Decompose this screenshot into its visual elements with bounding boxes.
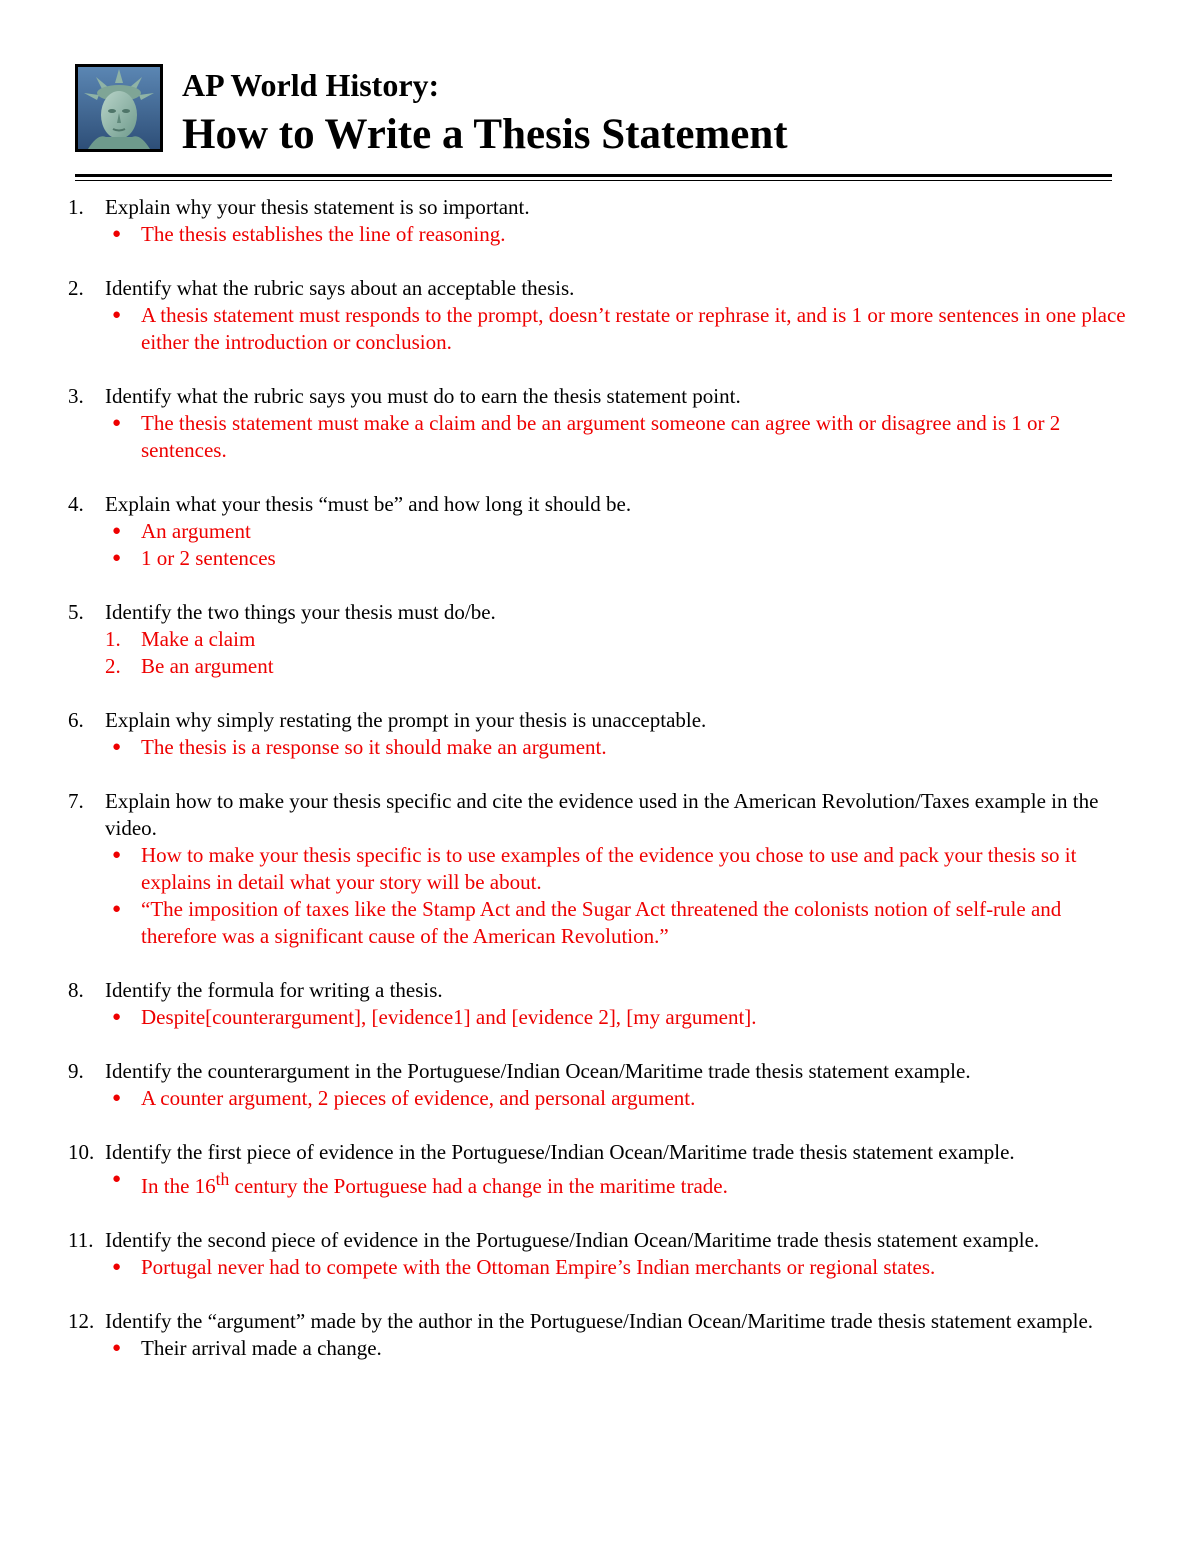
answer-text-start: In the 16	[141, 1174, 216, 1198]
question-item	[68, 707, 1130, 761]
bullet-icon: ●	[112, 226, 122, 242]
ordinal-suffix: th	[215, 1169, 230, 1189]
answer-list	[68, 1085, 1130, 1112]
question-text: Identify the “argument” made by the author in the Portuguese/Indian Ocean/Maritime trade thesis statement example.	[105, 1309, 1094, 1333]
question-text: Identify what the rubric says about an acceptable thesis.	[105, 276, 575, 300]
answer-item	[68, 626, 1130, 653]
question-item	[68, 1227, 1130, 1281]
bullet-icon: ●	[112, 1259, 122, 1275]
question-item	[68, 1308, 1130, 1362]
answer-text: The thesis is a response so it should make an argument.	[141, 735, 607, 759]
question-item	[68, 788, 1130, 950]
answer-text: Portugal never had to compete with the Ottoman Empire’s Indian merchants or regional states.	[141, 1255, 936, 1279]
question-number: 4.	[68, 492, 84, 516]
answer-list	[68, 842, 1130, 950]
answer-item	[68, 896, 1130, 950]
document-header	[75, 64, 1115, 164]
answer-number: 1.	[105, 627, 121, 651]
question-number: 3.	[68, 384, 84, 408]
question-number: 10.	[68, 1140, 95, 1164]
question-item	[68, 383, 1130, 464]
question-text: Identify the formula for writing a thesis.	[105, 978, 443, 1002]
answer-text: 1 or 2 sentences	[141, 546, 276, 570]
answer-text: Their arrival made a change.	[141, 1336, 382, 1360]
question-item	[68, 194, 1130, 248]
answer-item	[68, 302, 1130, 356]
question-text: Explain why simply restating the prompt in your thesis is unacceptable.	[105, 708, 707, 732]
answer-item	[68, 545, 1130, 572]
answer-item	[68, 1004, 1130, 1031]
question-number: 1.	[68, 195, 84, 219]
answer-list	[68, 1166, 1130, 1200]
answer-number: 2.	[105, 654, 121, 678]
answer-list	[68, 1335, 1130, 1362]
question-text: Identify the second piece of evidence in the Portuguese/Indian Ocean/Maritime trade thesis statement example.	[105, 1228, 1040, 1252]
answer-text: An argument	[141, 519, 251, 543]
answer-text: Make a claim	[141, 627, 256, 651]
answer-list	[68, 1254, 1130, 1281]
question-text: Explain how to make your thesis specific and cite the evidence used in the American Revolution/Taxes example in the video.	[105, 789, 1099, 840]
question-text: Explain what your thesis “must be” and how long it should be.	[105, 492, 632, 516]
statue-of-liberty-icon	[75, 64, 163, 152]
answer-list	[68, 410, 1130, 464]
question-item	[68, 599, 1130, 680]
question-number: 12.	[68, 1309, 95, 1333]
bullet-icon: ●	[112, 847, 122, 863]
bullet-icon: ●	[112, 1090, 122, 1106]
answer-item	[68, 1254, 1130, 1281]
question-number: 11.	[68, 1228, 94, 1252]
question-item	[68, 491, 1130, 572]
question-number: 5.	[68, 600, 84, 624]
answer-text: How to make your thesis specific is to use examples of the evidence you chose to use and pack your thesis so it explains in detail what your story will be about.	[141, 843, 1077, 894]
answer-text: Despite[counterargument], [evidence1] and [evidence 2], [my argument].	[141, 1005, 757, 1029]
question-number: 6.	[68, 708, 84, 732]
bullet-icon: ●	[112, 550, 122, 566]
answer-list	[68, 626, 1130, 680]
answer-list	[68, 518, 1130, 572]
bullet-icon: ●	[112, 739, 122, 755]
answer-list	[68, 734, 1130, 761]
answer-text-end: century the Portuguese had a change in the maritime trade.	[229, 1174, 728, 1198]
question-list	[68, 194, 1130, 1389]
answer-item	[68, 1166, 1130, 1200]
question-number: 9.	[68, 1059, 84, 1083]
answer-item	[68, 410, 1130, 464]
answer-list	[68, 302, 1130, 356]
page-title: How to Write a Thesis Statement	[182, 111, 788, 158]
answer-text: “The imposition of taxes like the Stamp Act and the Sugar Act threatened the colonists notion of self-rule and therefore was a significant cause of the American Revolution.”	[141, 897, 1062, 948]
answer-text: The thesis establishes the line of reasoning.	[141, 222, 506, 246]
answer-item	[68, 518, 1130, 545]
answer-text: A thesis statement must responds to the prompt, doesn’t restate or rephrase it, and is 1 or more sentences in one place either the introduction or conclusion.	[141, 303, 1126, 354]
answer-item	[68, 1335, 1130, 1362]
bullet-icon: ●	[112, 523, 122, 539]
bullet-icon: ●	[112, 415, 122, 431]
bullet-icon: ●	[112, 307, 122, 323]
bullet-icon: ●	[112, 1171, 122, 1187]
bullet-icon: ●	[112, 1009, 122, 1025]
answer-list	[68, 1004, 1130, 1031]
question-text: Identify the first piece of evidence in the Portuguese/Indian Ocean/Maritime trade thesis statement example.	[105, 1140, 1015, 1164]
answer-text: Be an argument	[141, 654, 274, 678]
answer-item	[68, 653, 1130, 680]
answer-item	[68, 842, 1130, 896]
header-divider-thick	[75, 174, 1112, 177]
answer-text: The thesis statement must make a claim and be an argument someone can agree with or disagree and is 1 or 2 sentences.	[141, 411, 1061, 462]
question-item	[68, 977, 1130, 1031]
answer-item	[68, 1085, 1130, 1112]
question-text: Explain why your thesis statement is so important.	[105, 195, 530, 219]
title-block	[182, 64, 788, 160]
header-divider-thin	[75, 180, 1112, 181]
question-item	[68, 1058, 1130, 1112]
question-number: 7.	[68, 789, 84, 813]
question-number: 2.	[68, 276, 84, 300]
bullet-icon: ●	[112, 1340, 122, 1356]
answer-list	[68, 221, 1130, 248]
answer-item	[68, 734, 1130, 761]
question-text: Identify the two things your thesis must do/be.	[105, 600, 496, 624]
bullet-icon: ●	[112, 901, 122, 917]
question-text: Identify the counterargument in the Portuguese/Indian Ocean/Maritime trade thesis statement example.	[105, 1059, 971, 1083]
course-subtitle: AP World History:	[182, 67, 440, 103]
question-number: 8.	[68, 978, 84, 1002]
answer-item	[68, 221, 1130, 248]
question-item	[68, 275, 1130, 356]
question-item	[68, 1139, 1130, 1200]
answer-text: A counter argument, 2 pieces of evidence, and personal argument.	[141, 1086, 696, 1110]
question-text: Identify what the rubric says you must do to earn the thesis statement point.	[105, 384, 741, 408]
